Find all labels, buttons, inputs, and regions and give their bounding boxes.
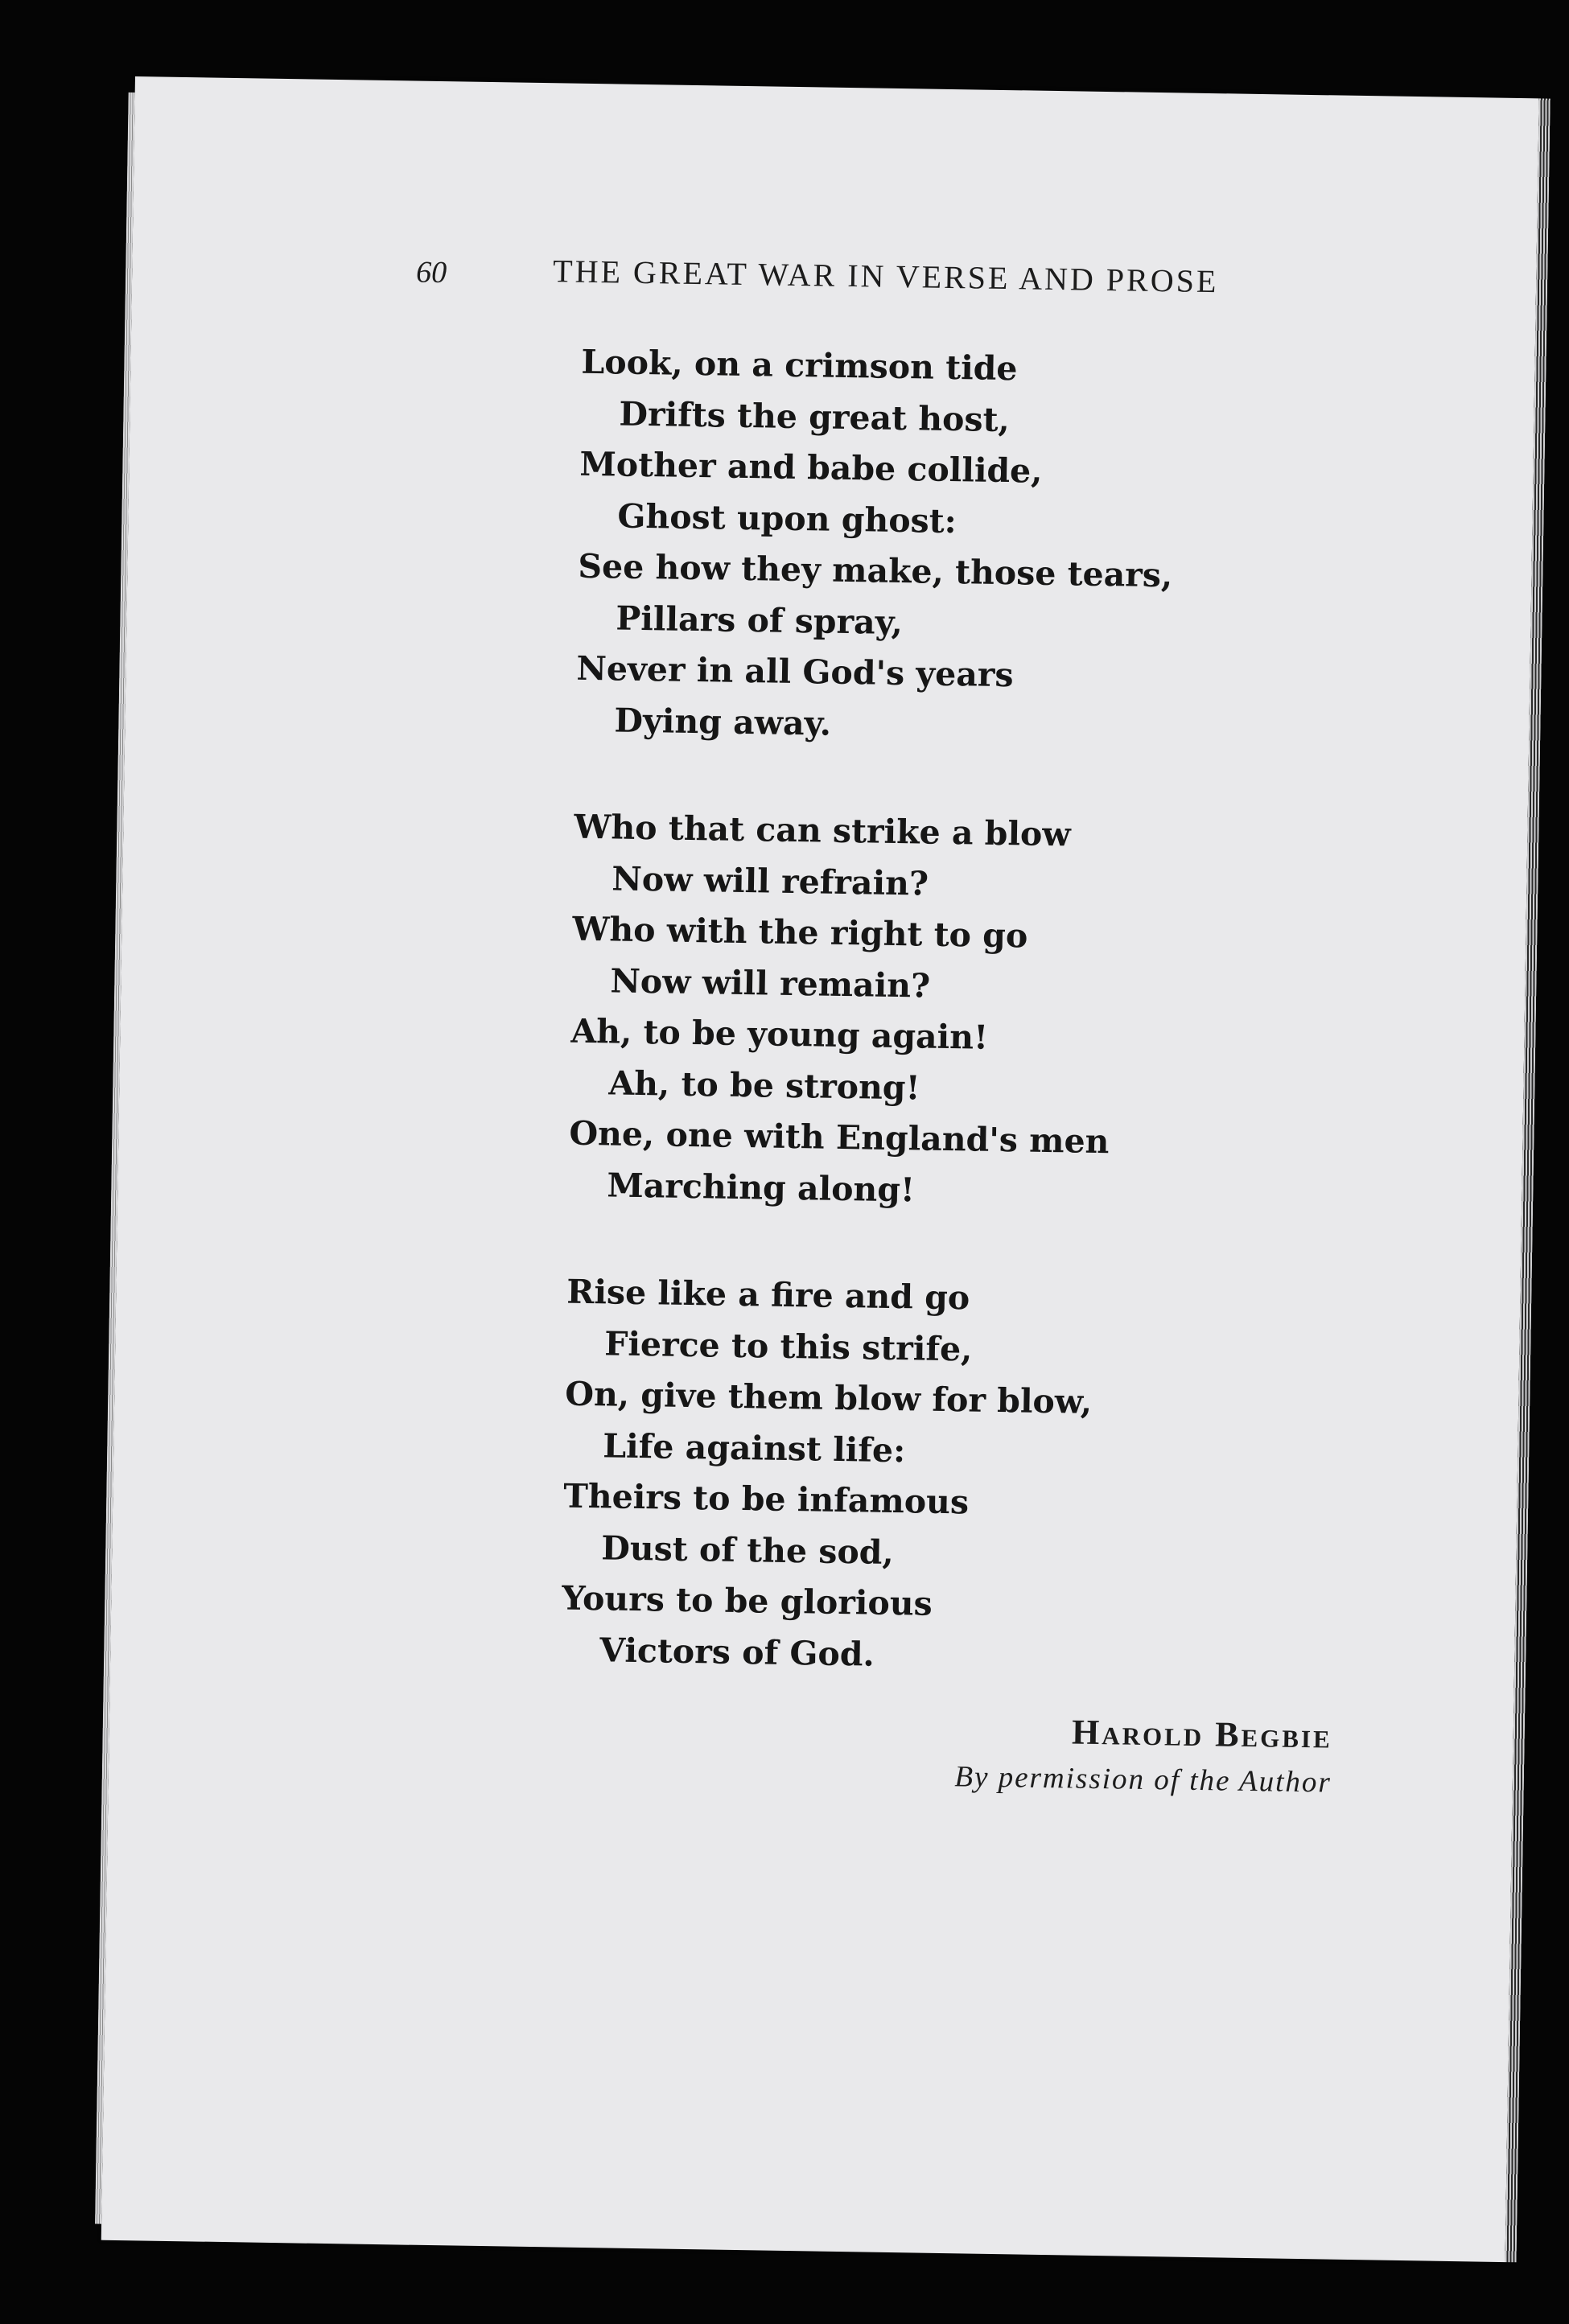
poem-line: On, give them blow for blow, — [564, 1374, 1093, 1421]
permission-note: By permission of the Author — [954, 1760, 1332, 1800]
poem-line: Now will remain? — [610, 960, 931, 1006]
poem-line: Life against life: — [602, 1425, 906, 1470]
poem-line: Fierce to this strife, — [603, 1323, 973, 1369]
poem-line: One, one with England's men — [569, 1113, 1110, 1162]
poem-line: Never in all God's years — [576, 648, 1014, 695]
page-header — [415, 250, 1286, 300]
poem-line: Ghost upon ghost: — [617, 496, 957, 541]
book-page — [101, 76, 1539, 2262]
poem-line: Dust of the sod, — [600, 1528, 895, 1572]
poem-line: Theirs to be infamous — [562, 1476, 970, 1522]
poem-line: Who with the right to go — [572, 909, 1028, 956]
attribution — [832, 1705, 1332, 1806]
poem-line: Rise like a fire and go — [566, 1272, 970, 1318]
page-number: 60 — [415, 255, 447, 290]
poem-line: Victors of God. — [599, 1630, 875, 1674]
poem-line: Drifts the great host, — [619, 394, 1011, 439]
poem-line: Pillars of spray, — [616, 598, 904, 642]
stanza-1 — [575, 337, 1176, 755]
stanza-3 — [561, 1267, 1162, 1685]
poem-line: Look, on a crimson tide — [581, 342, 1018, 389]
poem-line: Marching along! — [607, 1165, 916, 1209]
poem-line: Who that can strike a blow — [574, 807, 1072, 854]
running-title: THE GREAT WAR IN VERSE AND PROSE — [552, 253, 1219, 300]
poem-line: See how they make, those tears, — [578, 546, 1173, 595]
author-name: Harold Begbie — [1071, 1712, 1333, 1756]
poem-line: Ah, to be young again! — [570, 1011, 989, 1057]
poem-line: Yours to be glorious — [561, 1578, 933, 1623]
stanza-2 — [568, 802, 1169, 1220]
poem-line: Mother and babe collide, — [579, 444, 1043, 491]
poem-line: Dying away. — [614, 700, 832, 743]
poem — [560, 337, 1176, 1741]
poem-line: Ah, to be strong! — [608, 1063, 920, 1107]
poem-line: Now will refrain? — [612, 858, 929, 903]
